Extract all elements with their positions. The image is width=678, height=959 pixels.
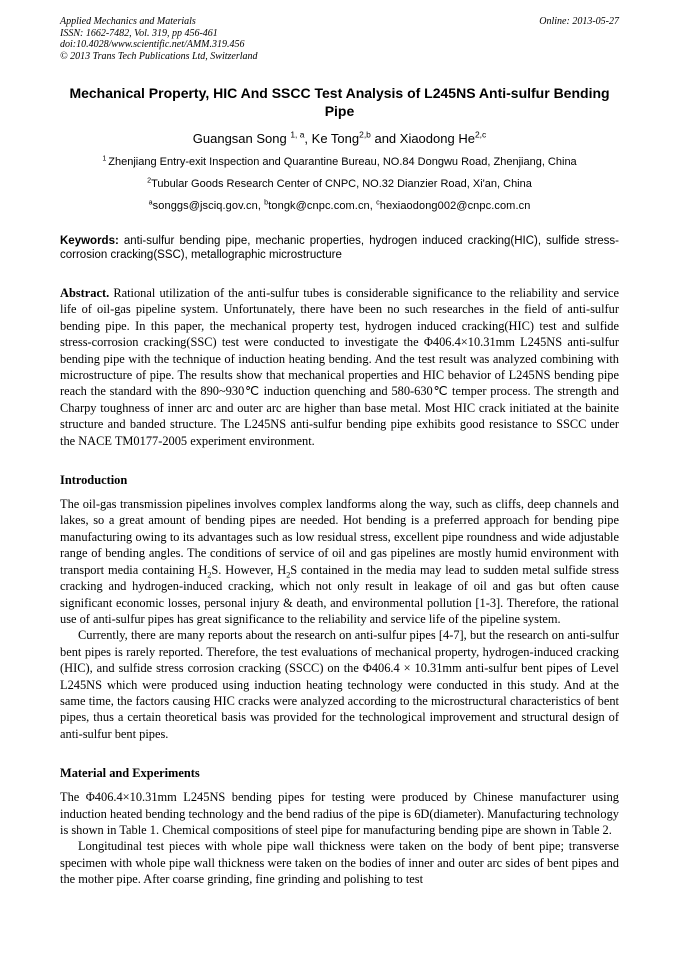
section-heading-material: Material and Experiments xyxy=(60,766,200,781)
journal-info xyxy=(60,16,258,62)
paper-title: Mechanical Property, HIC And SSCC Test Analysis of L245NS Anti-sulfur Bending Pipe xyxy=(69,85,610,119)
material-paragraph-2: Longitudinal test pieces with whole pipe wall thickness were taken on the body of bent pipe; transverse specimen with whole pipe wall thickness were taken on the bodies of inner and outer arc sides of bent pipes and the mother pipe. After coarse grinding, fine grinding and polishing to test xyxy=(60,839,619,887)
online-date: Online: 2013-05-27 xyxy=(539,16,619,27)
affiliation-1: $^1$ Zhenjiang Entry-exit Inspection and Quarantine Bureau, NO.84 Dongwu Road, Zhenjiang, China xyxy=(102,154,577,168)
journal-copyright: © 2013 Trans Tech Publications Ltd, Switzerland xyxy=(60,50,258,62)
journal-title: Applied Mechanics and Materials xyxy=(60,16,196,27)
abstract-text: Rational utilization of the anti-sulfur tubes is considerable significance to the reliability and service life of oil-gas pipeline system. Unfortunately, there have been no such researches in the field of anti-sulfur bending pipe. In this paper, the mechanical property test, hydrogen induced cracking(HIC) test and sulfide stress-corrosion cracking(SSC) test were conducted to investigate the Φ406.4×10.31mm L245NS anti-sulfur bending pipe with the technique of induction heating bending. And the test result was analyzed combining with microstructure of pipe. The results show that mechanical properties and HIC behavior of L245NS bending pipe reach the standard with the 890~930℃ induction quenching and 580-630℃ temper process. The strength and Charpy toughness of inner arc and outer arc are higher than base metal. Most HIC crack initiated at the bainite structure and banded structure. The L245NS anti-sulfur bending pipe exhibits good resistance to SSCC under the NACE TM0177-2005 experiment environment. xyxy=(60,286,619,448)
keywords-label: Keywords: xyxy=(60,235,119,247)
keywords-line xyxy=(60,234,619,262)
journal-doi: doi:10.4028/www.scientific.net/AMM.319.456 xyxy=(60,39,245,50)
abstract-paragraph xyxy=(60,285,619,449)
introduction-paragraph-2: Currently, there are many reports about the research on anti-sulfur pipes [4-7], but the research on anti-sulfur bent pipes is rarely reported. Therefore, the test evaluations of mechanical property, hydrogen-induced cracking (HIC), and sulfide stress corrosion cracking (SSCC) on the Φ406.4 × 10.31mm anti-sulfur bent pipes of Level L245NS which were produced using induction heating technology were conducted in this study. And at the same time, the factors causing HIC cracks were analyzed according to the microstructural characteristics of bent pipes, thus a certain theoretical basis was provided for the technological improvement and structural design of anti-sulfur bent pipes. xyxy=(60,628,619,741)
introduction-paragraph-1: The oil-gas transmission pipelines involves complex landforms along the way, such as cliffs, deep channels and lakes, so a great amount of bending pipes are needed. Hot bending is a preferred approach for bending pipe manufacturing owing to its advantages such as low residual stress, excellent pipe roundness and wide adjustable range of bending angles. The conditions of service of oil and gas pipelines are mostly humid environment with transport media containing $H_2S$. However, $H_2S$ contained in the media may lead to sudden metal sulfide stress cracking and hydrogen-induced cracking, which not only result in leakage of oil and gas but often cause significant economic losses, personal injury & death, and environmental pollution [1-3]. Therefore, the rational use of anti-sulfur pipes has great significance to the reliability and service life of the pipeline system. xyxy=(60,497,620,626)
authors-line: Guangsan Song $^{1, a}$, Ke Tong$^{2,b}$ and Xiaodong He$^{2,c}$ xyxy=(192,129,487,146)
section-heading-introduction: Introduction xyxy=(60,473,128,488)
keywords-text: anti-sulfur bending pipe, mechanic properties, hydrogen induced cracking(HIC), sulfide stress-corrosion cracking(SSC), metallographic microstructure xyxy=(60,235,619,261)
affiliation-2: $^2$Tubular Goods Research Center of CNPC, NO.32 Dianzier Road, Xi'an, China xyxy=(147,176,532,190)
abstract-label: Abstract. xyxy=(60,286,110,300)
journal-issn-volume: ISSN: 1662-7482, Vol. 319, pp 456-461 xyxy=(60,27,218,39)
material-paragraph-1: The Φ406.4×10.31mm L245NS bending pipes for testing were produced by Chinese manufacturer using induction heated bending technology and the bend radius of the pipe is 6D(diameter). Manufacturing technology is shown in Table 1. Chemical compositions of steel pipe for manufacturing bending pipe are shown in Table 2. xyxy=(60,790,619,837)
journal-header xyxy=(60,16,619,62)
author-emails: $^a$songgs@jsciq.gov.cn, $^b$tongk@cnpc.com.cn, $^c$hexiaodong002@cnpc.com.cn xyxy=(148,198,531,212)
